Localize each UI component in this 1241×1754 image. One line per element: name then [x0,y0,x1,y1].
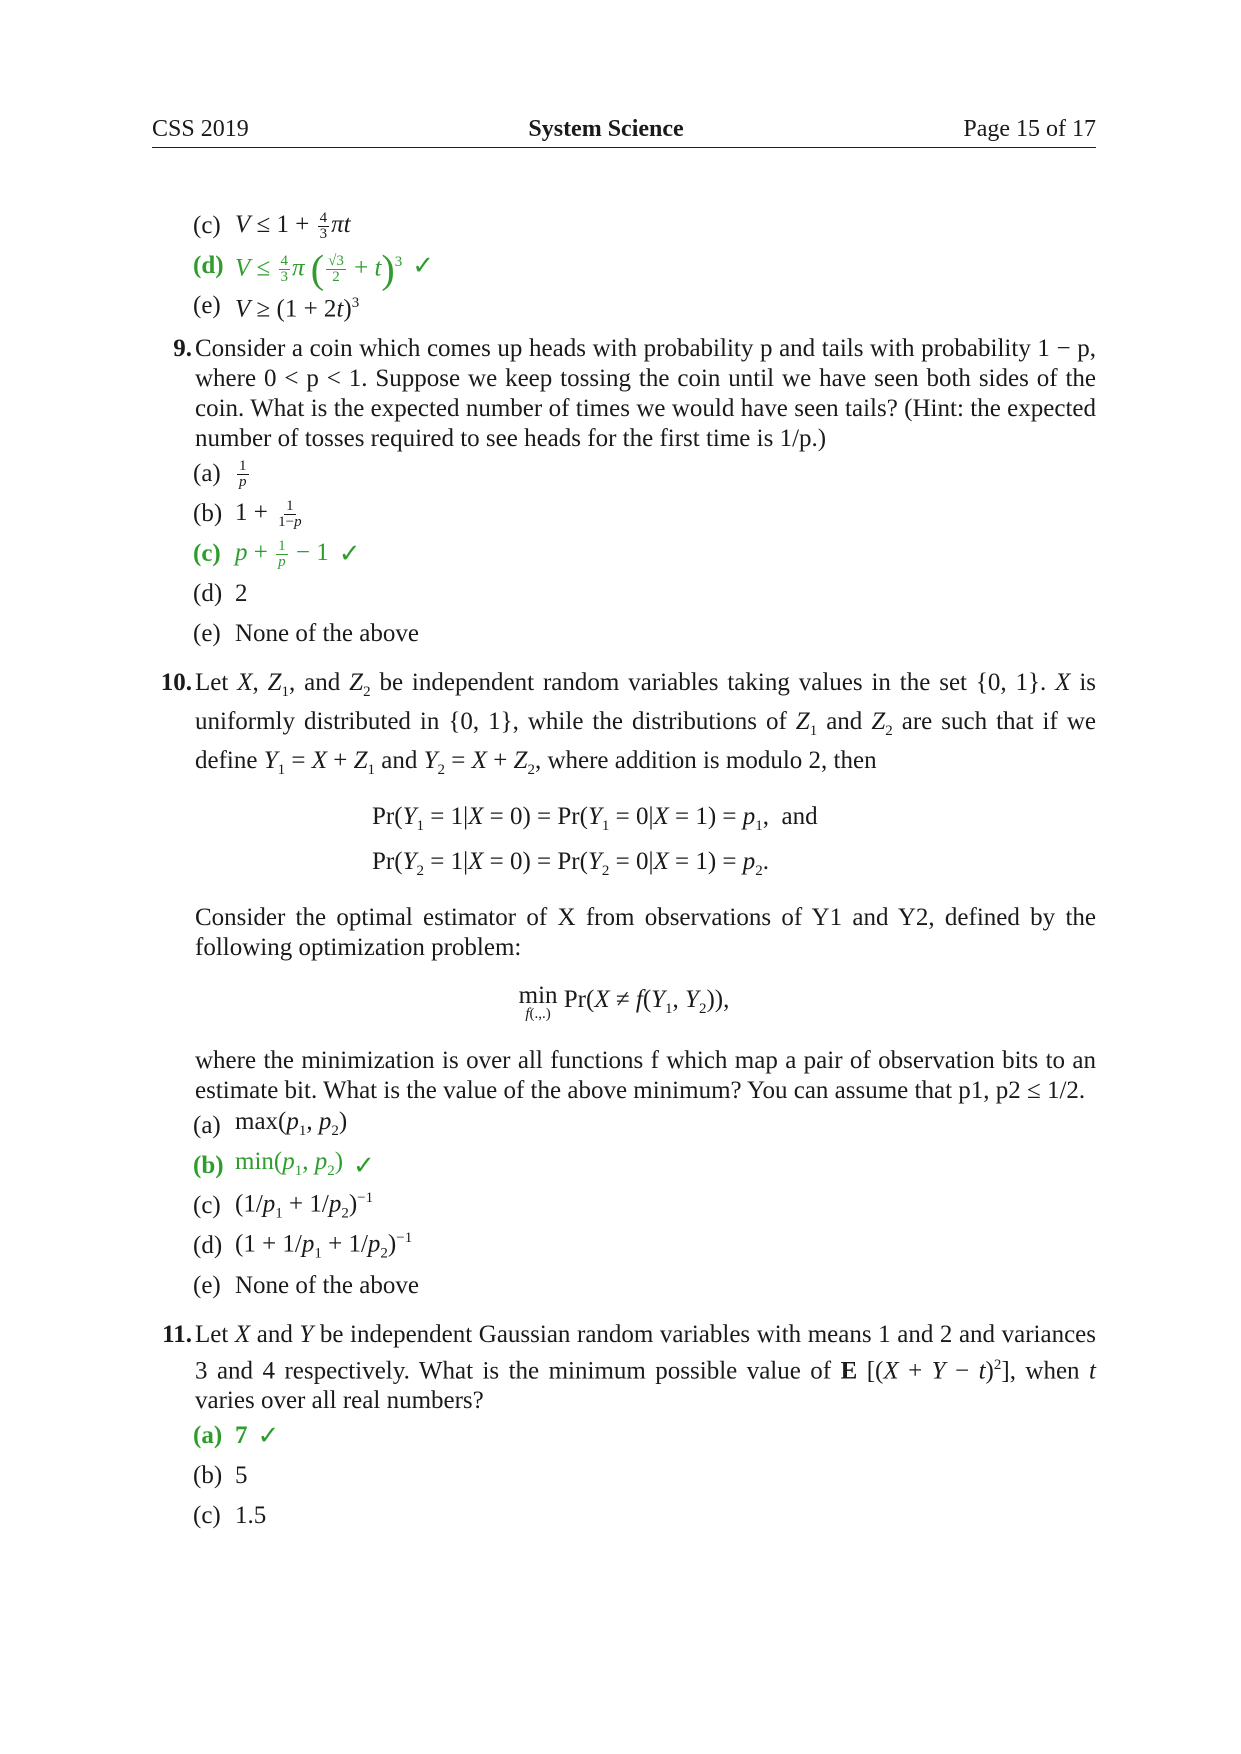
q8-option-d: (d) V ≤ $\frac{4}{3}$ π ( $\frac{√3}{2}$ + t)$^3$ ✓ [193,246,435,292]
q9-option-b: (b) 1 + $\frac{1}{1-p}$ [193,497,302,530]
q10-option-e: (e) None of the above [193,1272,419,1299]
question-number: 9. [173,335,192,362]
probability-equations: $Pr(Y_1 = 1|X = 0) = Pr(Y_1 = 0|X = 1) = p_1$, and $Pr(Y_2 = 1|X = 0) = Pr(Y_2 = 0|X = 1) = p_2$. [372,803,818,879]
q10-option-b: (b) $\min(p_1$, $p_2$) ✓ [193,1147,375,1181]
q8-option-c-math: V ≤ 1 + $\frac{4}{3}$ πt [235,209,351,242]
q8-option-e: (e) $V \ge (1 + 2t)^3$ [193,286,1096,326]
q11-option-b: (b) 5 [193,1462,248,1490]
question-9 [152,334,1096,654]
check-icon: ✓ [257,1421,280,1452]
question-11 [152,1320,1096,1536]
check-icon: ✓ [353,1151,375,1181]
header-page-number: Page 15 of 17 [963,116,1096,142]
header-title: System Science [528,116,684,142]
q9-option-a: (a) $\frac{1}{p}$ [193,457,247,490]
q8-option-d-math: V ≤ $\frac{4}{3}$ π ( $\frac{√3}{2}$ + t)$^3$ [235,246,403,292]
question-10 [152,668,1096,1306]
page-header [152,116,1096,148]
q10-option-d: (d) $(1 + 1/p_1 + 1/p_2)^{-1}$ [193,1230,413,1262]
q11-option-a: (a) 7 ✓ [193,1421,280,1452]
q9-option-e: (e) None of the above [193,620,419,647]
question-number: 10. [160,669,192,696]
question-text-continued: Consider the optimal estimator of X from observations of Y1 and Y2, defined by the following optimization problem: [195,904,1096,961]
page-content [152,206,1096,1536]
q8-option-c: (c) V ≤ 1 + $\frac{4}{3}$ πt [193,209,351,242]
q10-option-c: (c) $(1/p_1 + 1/p_2)^{-1}$ [193,1190,374,1222]
q9-option-c: (c) p + $\frac{1}{p}$ − 1 ✓ [193,537,361,570]
optimization-equation: min f(.,.) $Pr(X \ne f(Y_1$, $Y_2$)), [518,982,730,1022]
question-text: Let X, $Z_1$, and $Z_2$ be independent random variables taking values in the set {0, 1}. X is uniformly distributed in {0, 1}, while the distributions of $Z_1$ and $Z_2$ are such that if we define $Y_1 = X + Z_1$ and $Y_2 = X + Z_2$, where addition is modulo 2, then [195,669,1096,778]
q11-option-c: (c) 1.5 [193,1502,267,1530]
check-icon: ✓ [412,251,435,281]
q9-option-d: (d) 2 [193,580,248,607]
header-left: CSS 2019 [152,116,249,142]
question-text: Let X and Y be independent Gaussian random variables with means 1 and 2 and variances 3 and 4 respectively. What is the minimum possible value of E $[(X + Y - t)^2]$, when t varies over all real numbers? [195,1321,1096,1415]
question-text: Consider a coin which comes up heads with probability p and tails with probability 1 − p, where 0 < p < 1. Suppose we keep tossing the coin until we have seen both sides of the coin. What is the expected number of times we would have seen tails? (Hint: the expected number of tosses required to see heads for the first time is 1/p.) [195,335,1096,452]
q10-option-a: (a) $\max(p_1$, $p_2$) [193,1107,348,1139]
question-number: 11. [162,1321,192,1348]
check-icon: ✓ [338,539,361,569]
question-text-continued-2: where the minimization is over all functions f which map a pair of observation bits to an estimate bit. What is the value of the above minimum? You can assume that p1, p2 ≤ 1/2. [195,1047,1096,1104]
q8-option-e-math: $V \ge (1 + 2t)^3$ [235,294,360,323]
